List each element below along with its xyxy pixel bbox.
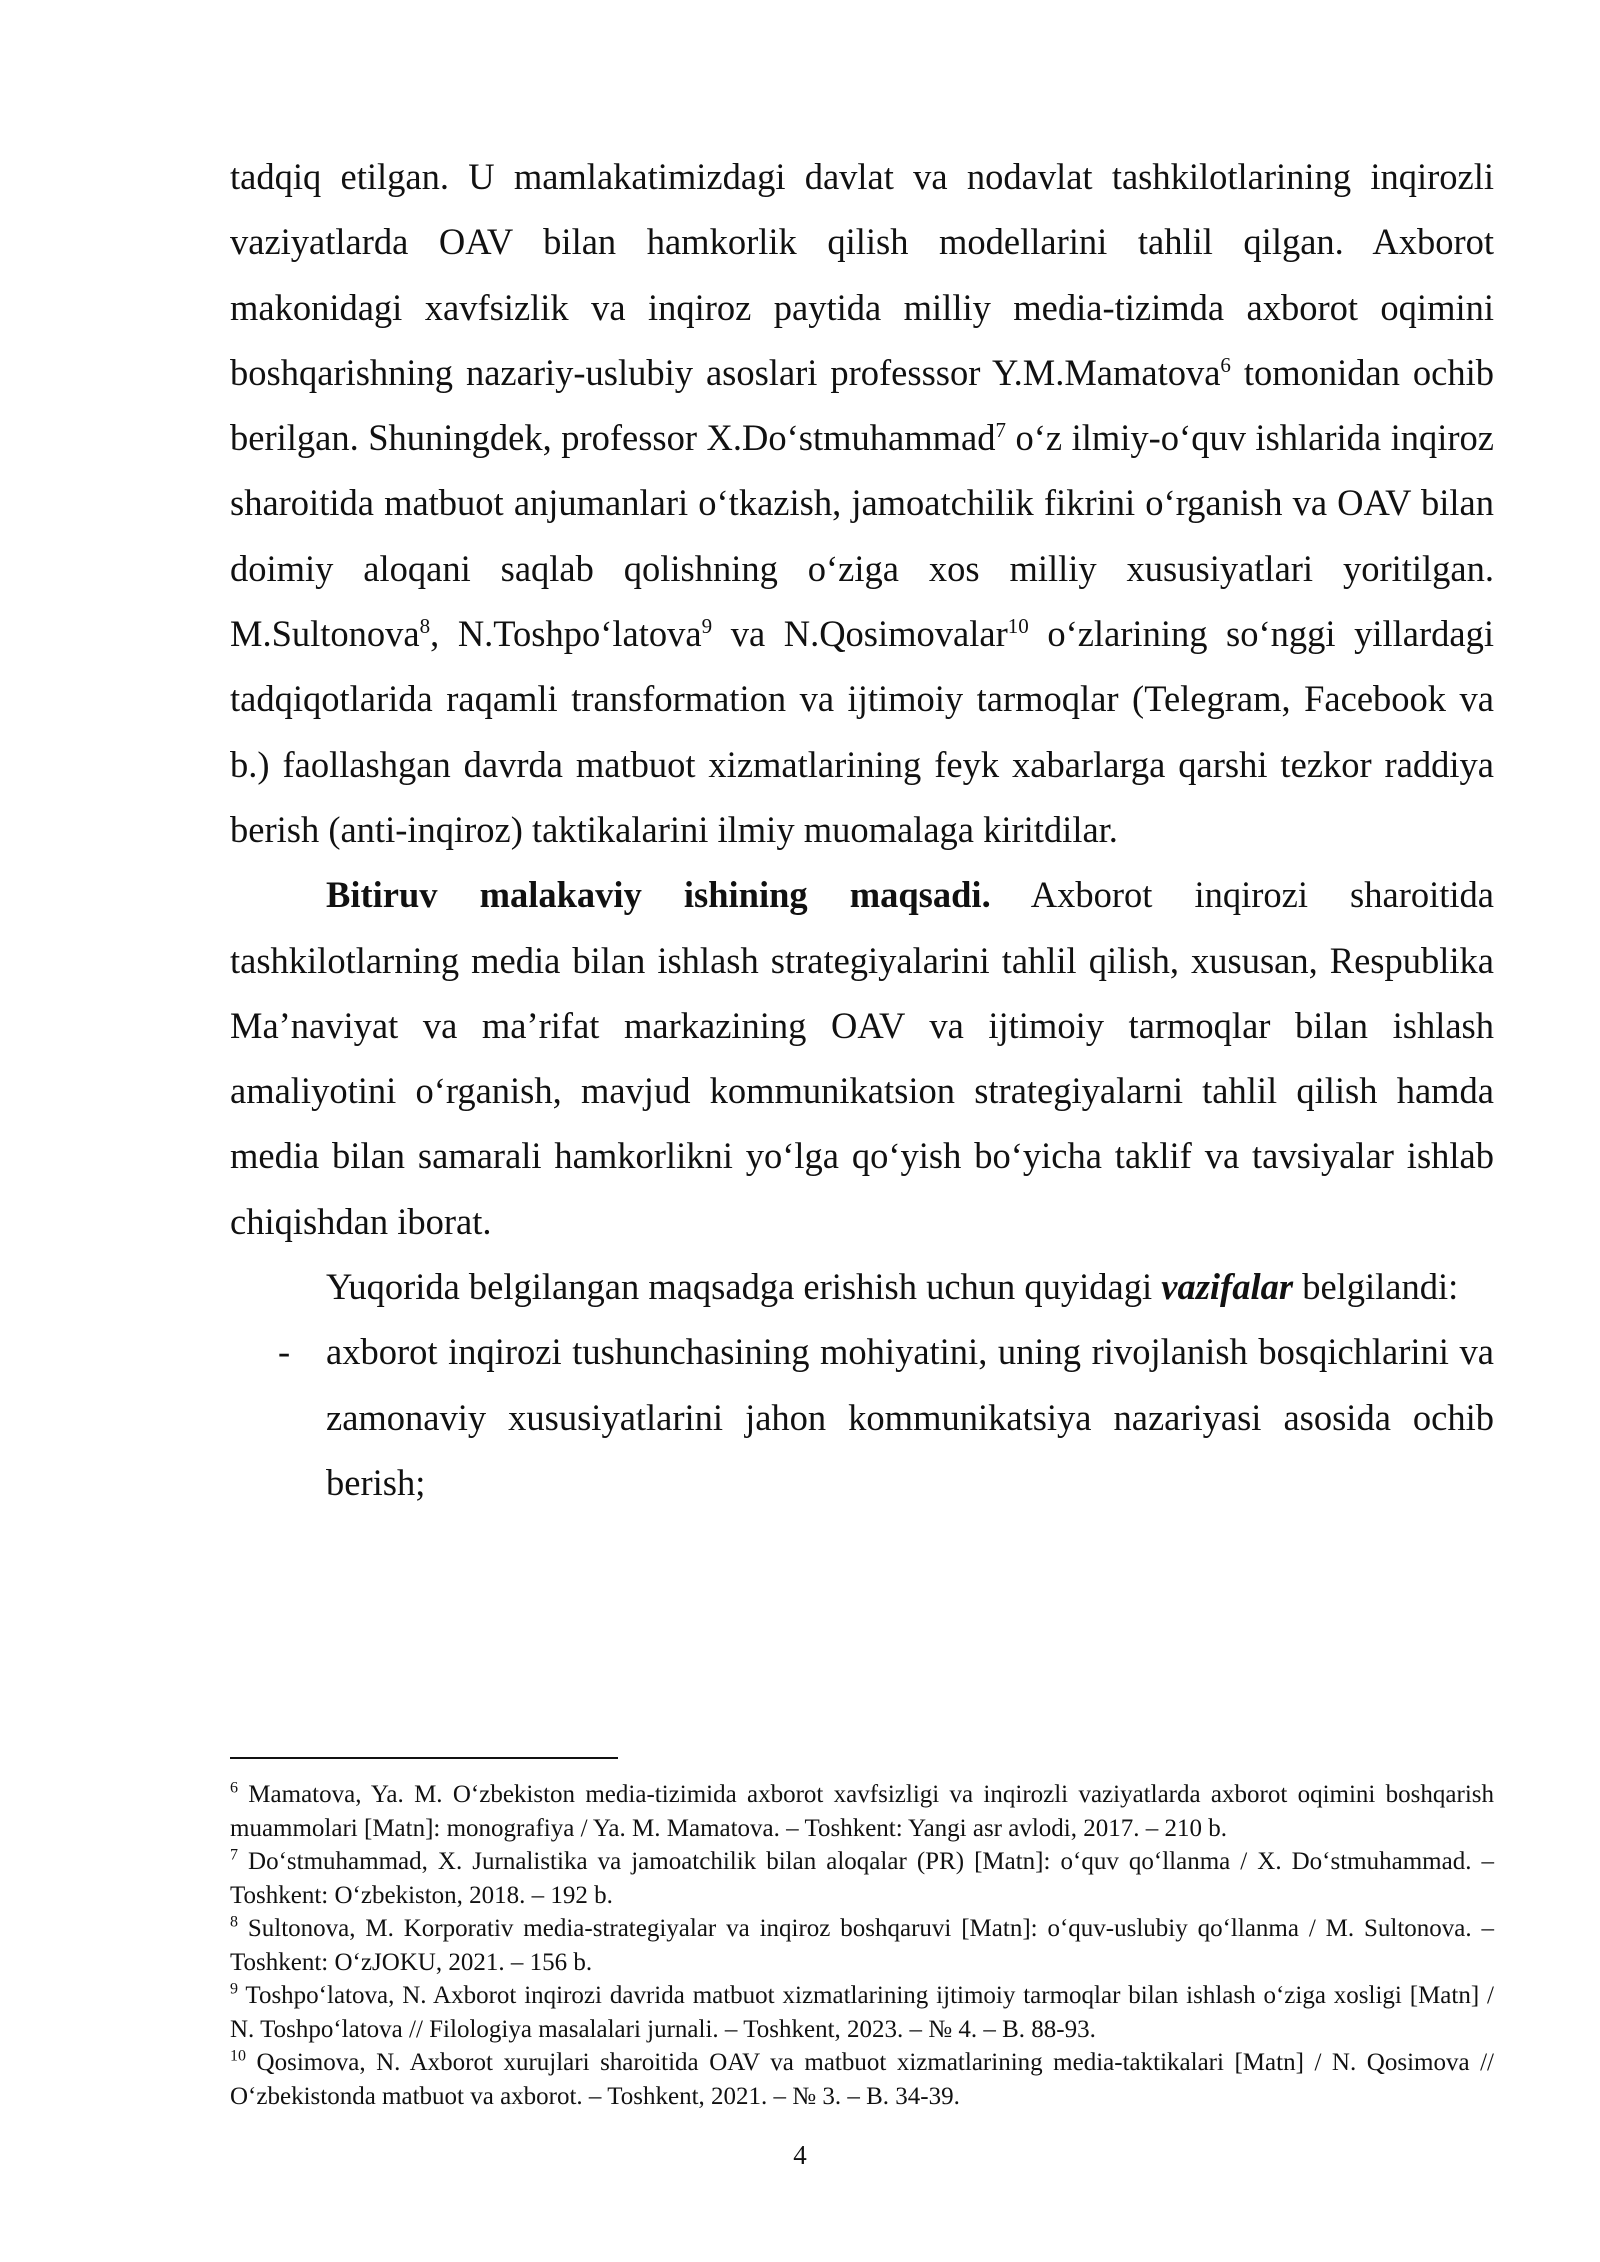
footnote-ref-9[interactable]: 9 bbox=[701, 613, 713, 638]
paragraph-text: va N.Qosimovalar bbox=[712, 613, 1008, 655]
footnote-9 bbox=[230, 1979, 1494, 2046]
footnote-text: Toshpo‘latova, N. Axborot inqirozi davrida matbuot xizmatlarining ijtimoiy tarmoqlar bilan ishlash o‘ziga xosligi [Matn] / N. Toshpo‘latova // Filologiya masalalari jurnali. – Toshkent, 2023. – № 4. – B. 88-93. bbox=[230, 1982, 1494, 2043]
goal-heading: Bitiruv malakaviy ishining maqsadi. bbox=[326, 874, 991, 916]
paragraph-tasks-intro bbox=[230, 1254, 1494, 1319]
footnote-8 bbox=[230, 1912, 1494, 1979]
footnote-text: Do‘stmuhammad, X. Jurnalistika va jamoatchilik bilan aloqalar (PR) [Matn]: o‘quv qo‘llanma / X. Do‘stmuhammad. – Toshkent: O‘zbekiston, 2018. – 192 b. bbox=[230, 1848, 1494, 1909]
footnote-ref-7[interactable]: 7 bbox=[995, 418, 1006, 443]
task-text: axborot inqirozi tushunchasining mohiyatini, uning rivojlanish bosqichlarini va zamonaviy xususiyatlarini jahon kommunikatsiya nazariyasi asosida ochib berish; bbox=[326, 1331, 1494, 1503]
paragraph-literature-review bbox=[230, 144, 1494, 862]
footnotes bbox=[230, 1778, 1494, 2113]
paragraph-text: o‘zlarining so‘nggi yillardagi tadqiqotlarida raqamli transformation va ijtimoiy tarmoqlar (Telegram, Facebook va b.) faollashgan davrda matbuot xizmatlarining feyk xabarlarga qarshi tezkor raddiya berish (anti-inqiroz) taktikalarini ilmiy muomalaga kiritdilar. bbox=[230, 613, 1494, 850]
footnote-ref-10[interactable]: 10 bbox=[1007, 613, 1029, 638]
footnote-separator bbox=[230, 1757, 618, 1759]
footnote-text: Sultonova, M. Korporativ media-strategiyalar va inqiroz boshqaruvi [Matn]: o‘quv-uslubiy qo‘llanma / M. Sultonova. – Toshkent: O‘zJOKU, 2021. – 156 b. bbox=[230, 1915, 1494, 1976]
footnote-number: 9 bbox=[230, 1980, 238, 1998]
footnote-number: 6 bbox=[230, 1779, 238, 1797]
list-bullet: - bbox=[278, 1331, 291, 1373]
tasks-term: vazifalar bbox=[1161, 1266, 1294, 1308]
main-text bbox=[230, 144, 1494, 1515]
footnote-text: Mamatova, Ya. M. O‘zbekiston media-tizimida axborot xavfsizligi va inqirozli vaziyatlarda axborot oqimini boshqarish muammolari [Matn]: monografiya / Ya. M. Mamatova. – Toshkent: Yangi asr avlodi, 2017. – 210 b. bbox=[230, 1781, 1494, 1842]
footnote-7 bbox=[230, 1845, 1494, 1912]
paragraph-text: belgilandi: bbox=[1293, 1266, 1459, 1308]
paragraph-text: Yuqorida belgilangan maqsadga erishish uchun quyidagi bbox=[326, 1266, 1162, 1308]
footnote-10 bbox=[230, 2046, 1494, 2113]
paragraph-goal bbox=[230, 862, 1494, 1254]
footnote-ref-8[interactable]: 8 bbox=[419, 613, 431, 638]
footnote-number: 7 bbox=[230, 1846, 238, 1864]
footnote-text: Qosimova, N. Axborot xurujlari sharoitida OAV va matbuot xizmatlarining media-taktikalari [Matn] / N. Qosimova // O‘zbekistonda matbuot va axborot. – Toshkent, 2021. – № 3. – B. 34-39. bbox=[230, 2049, 1494, 2110]
task-list-item bbox=[230, 1319, 1494, 1515]
paragraph-text: tomonidan ochib berilgan. Shuningdek, professor X.Do‘stmuhammad bbox=[230, 351, 1494, 459]
footnote-6 bbox=[230, 1778, 1494, 1845]
page-number: 4 bbox=[793, 2140, 807, 2170]
paragraph-text: , N.Toshpo‘latova bbox=[430, 613, 702, 655]
paragraph-text: Axborot inqirozi sharoitida tashkilotlarning media bilan ishlash strategiyalarini tahlil qilish, xususan, Respublika Ma’naviyat va ma’rifat markazining OAV va ijtimoiy tarmoqlar bilan ishlash amaliyotini o‘rganish, mavjud kommunikatsion strategiyalarni tahlil qilish hamda media bilan samarali hamkorlikni yo‘lga qo‘yish bo‘yicha taklif va tavsiyalar ishlab chiqishdan iborat. bbox=[230, 874, 1494, 1242]
footnote-number: 8 bbox=[230, 1913, 238, 1931]
paragraph-text: tadqiq etilgan. U mamlakatimizdagi davlat va nodavlat tashkilotlarining inqirozli vaziyatlarda OAV bilan hamkorlik qilish modellarini tahlil qilgan. Axborot makonidagi xavfsizlik va inqiroz paytida milliy media-tizimda axborot oqimini boshqarishning nazariy-uslubiy asoslari professsor Y.M.Mamatova bbox=[230, 156, 1494, 393]
footnote-ref-6[interactable]: 6 bbox=[1220, 352, 1231, 377]
paragraph-text: o‘z ilmiy-o‘quv ishlarida inqiroz sharoitida matbuot anjumanlari o‘tkazish, jamoatchilik fikrini o‘rganish va OAV bilan doimiy aloqani saqlab qolishning o‘ziga xos milliy xususiyatlari yoritilgan. M.Sultonova bbox=[230, 417, 1494, 655]
footnote-number: 10 bbox=[230, 2047, 246, 2065]
